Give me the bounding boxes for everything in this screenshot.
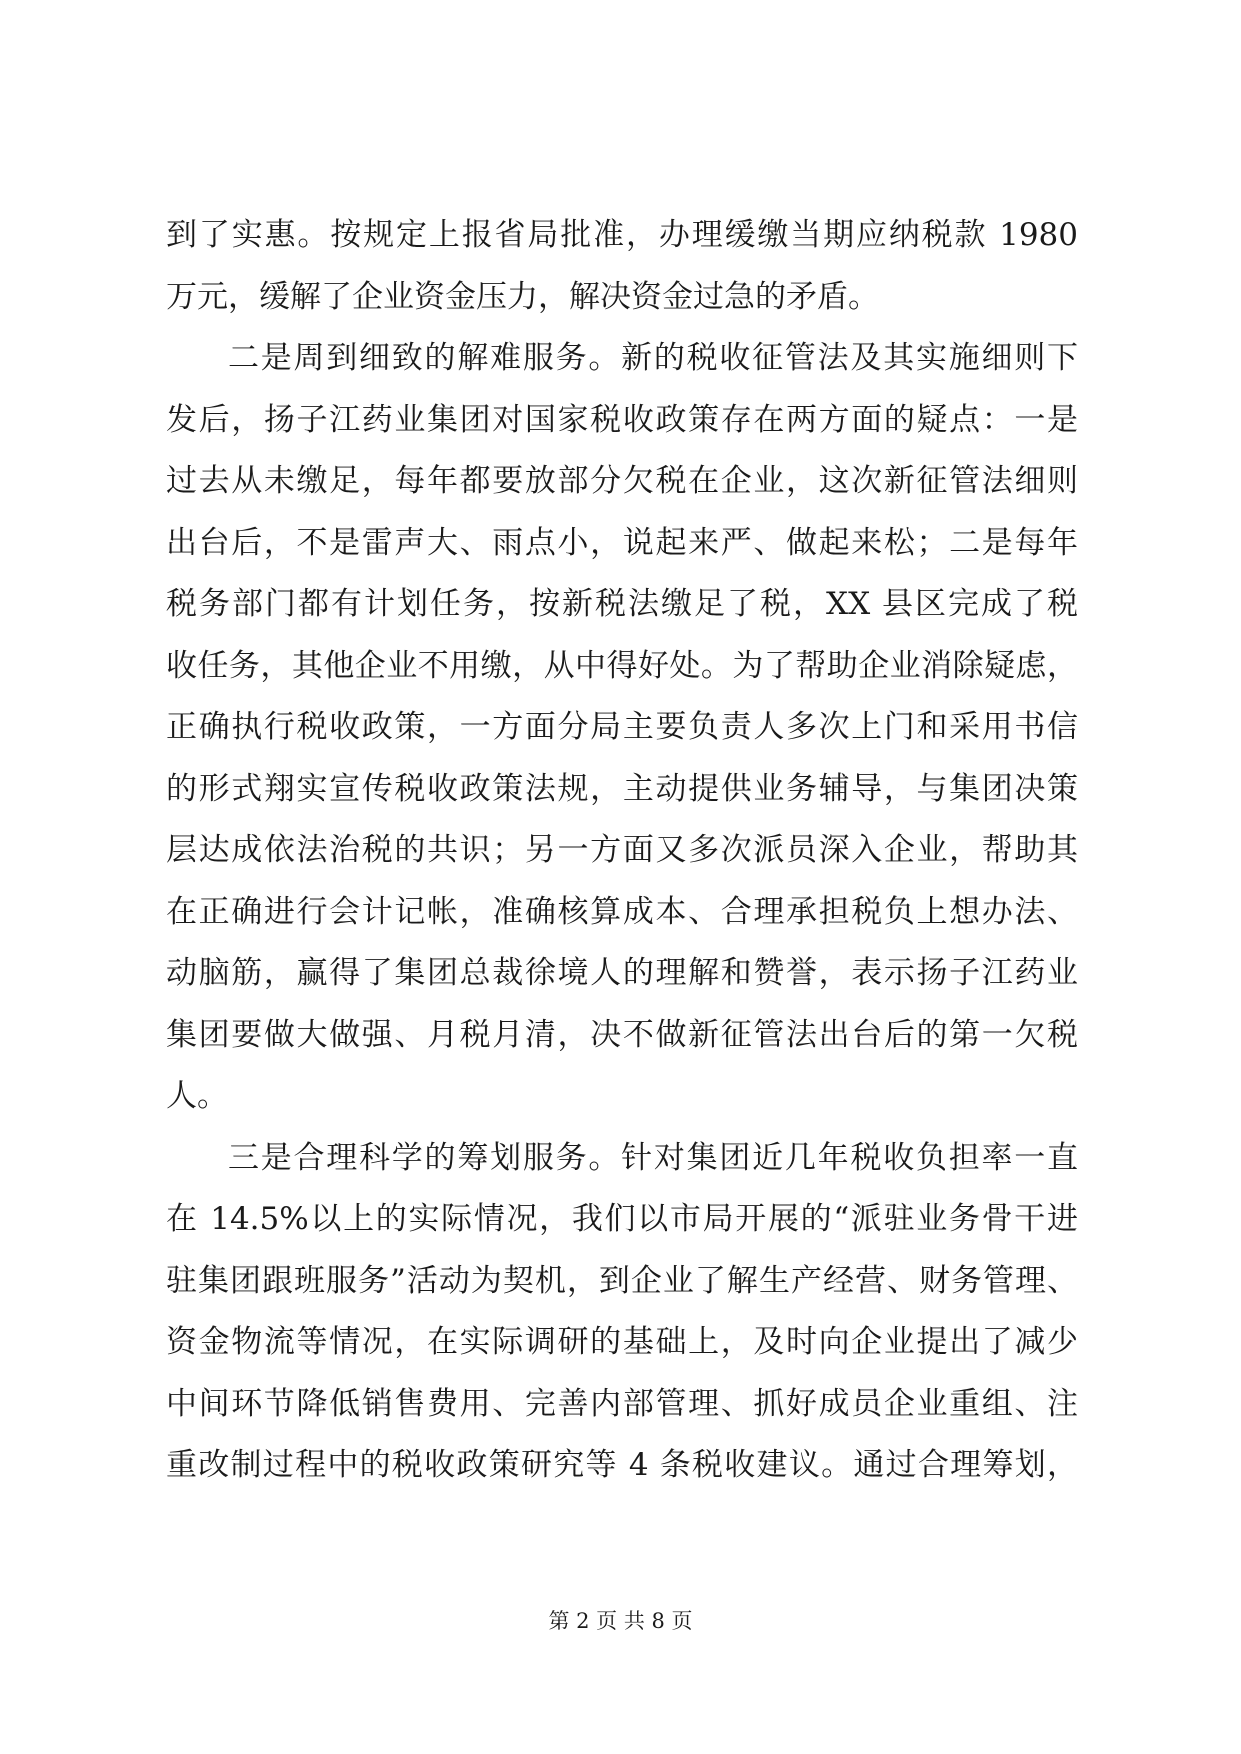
text-line-6: 出台后，不是雷声大、雨点小，说起来严、做起来松；二是每年 xyxy=(166,524,1078,561)
text-line-1: 到了实惠。按规定上报省局批准，办理缓缴当期应纳税款 1980 xyxy=(166,217,1078,253)
page-number-footer: 第 2 页 共 8 页 xyxy=(548,1609,693,1633)
text-line-17: 在 14.5%以上的实际情况，我们以市局开展的“派驻业务骨干进 xyxy=(166,1201,1078,1237)
text-line-19: 资金物流等情况，在实际调研的基础上，及时向企业提出了减少 xyxy=(166,1324,1078,1360)
text-line-11: 层达成依法治税的共识；另一方面又多次派员深入企业，帮助其 xyxy=(166,832,1078,868)
text-line-4: 发后，扬子江药业集团对国家税收政策存在两方面的疑点：一是 xyxy=(166,401,1078,438)
text-line-2: 万元，缓解了企业资金压力，解决资金过急的矛盾。 xyxy=(166,278,879,315)
text-line-16: 三是合理科学的筹划服务。针对集团近几年税收负担率一直 xyxy=(228,1139,1078,1176)
text-line-20: 中间环节降低销售费用、完善内部管理、抓好成员企业重组、注 xyxy=(166,1385,1078,1422)
text-line-9: 正确执行税收政策，一方面分局主要负责人多次上门和采用书信 xyxy=(166,709,1078,745)
text-line-5: 过去从未缴足，每年都要放部分欠税在企业，这次新征管法细则 xyxy=(166,463,1078,499)
text-line-14: 集团要做大做强、月税月清，决不做新征管法出台后的第一欠税 xyxy=(166,1016,1078,1053)
text-line-8: 收任务，其他企业不用缴，从中得好处。为了帮助企业消除疑虑， xyxy=(166,647,1078,684)
text-line-15: 人。 xyxy=(166,1078,228,1114)
text-line-12: 在正确进行会计记帐，准确核算成本、合理承担税负上想办法、 xyxy=(166,893,1078,930)
text-line-18: 驻集团跟班服务”活动为契机，到企业了解生产经营、财务管理、 xyxy=(166,1262,1078,1299)
text-line-3: 二是周到细致的解难服务。新的税收征管法及其实施细则下 xyxy=(228,340,1078,376)
text-line-7: 税务部门都有计划任务，按新税法缴足了税，XX 县区完成了税 xyxy=(166,586,1078,622)
document-body xyxy=(166,205,1078,1497)
text-line-13: 动脑筋，赢得了集团总裁徐境人的理解和赞誉，表示扬子江药业 xyxy=(166,955,1078,991)
text-line-21: 重改制过程中的税收政策研究等 4 条税收建议。通过合理筹划， xyxy=(166,1447,1078,1483)
text-line-10: 的形式翔实宣传税收政策法规，主动提供业务辅导，与集团决策 xyxy=(166,770,1078,807)
